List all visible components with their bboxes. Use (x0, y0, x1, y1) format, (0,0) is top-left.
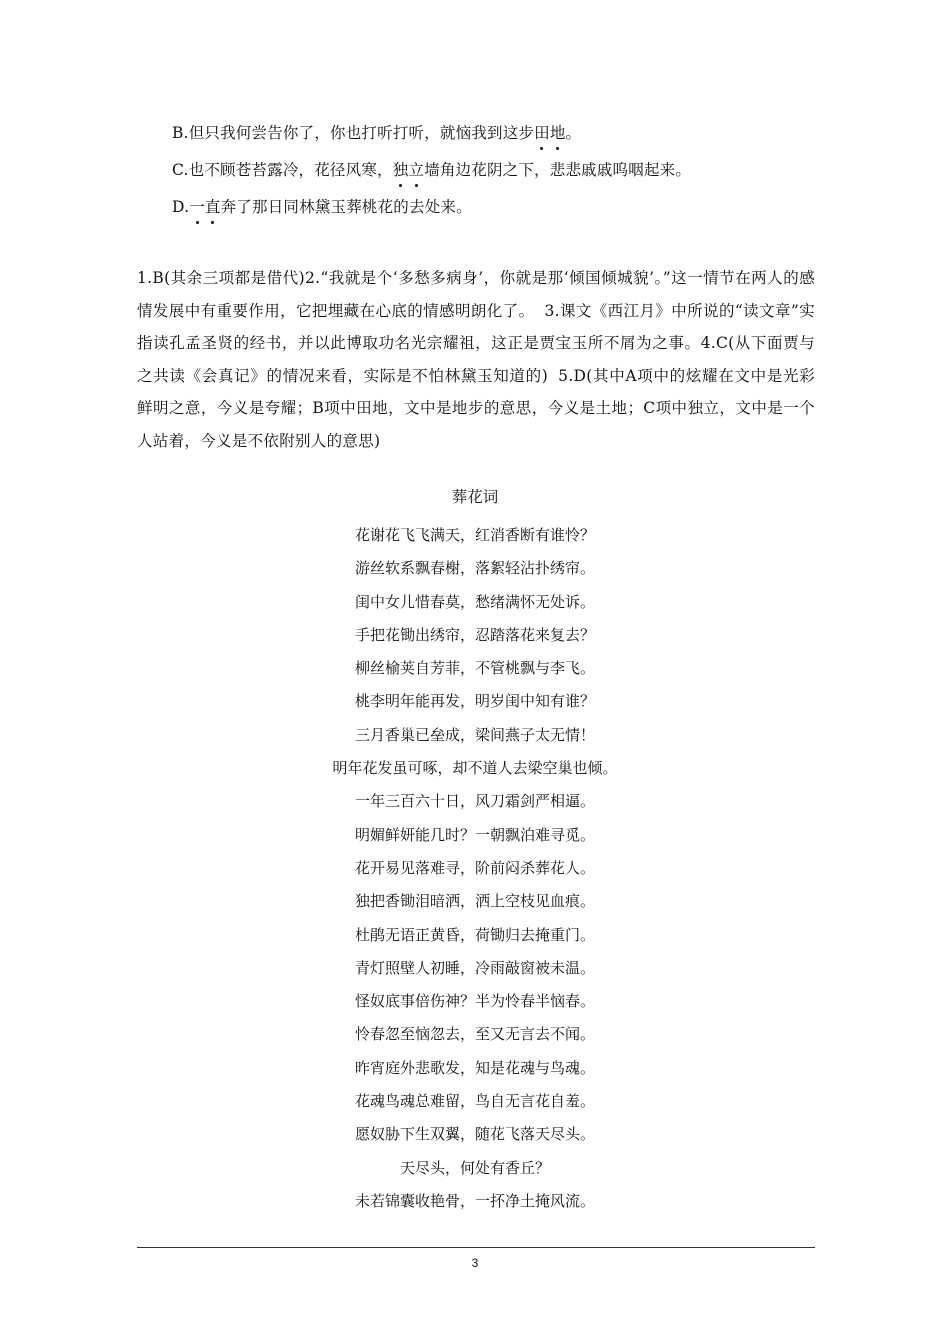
poem-line: 花谢花飞飞满天，红消香断有谁怜？ (354, 526, 595, 544)
option-d (172, 195, 472, 217)
poem-line: 桃李明年能再发，明岁闺中知有谁？ (354, 692, 595, 711)
poem-title: 葬花词 (451, 488, 499, 506)
poem-line: 明年花发虽可啄，却不道人去梁空巢也倾。 (332, 759, 618, 778)
option-c-text-end: 墙角边花阴之下，悲悲戚戚呜咽起来。 (424, 161, 692, 179)
poem-line: 花开易见落难寻，阶前闷杀葬花人。 (354, 858, 595, 877)
poem-line: 青灯照壁人初睡，冷雨敲窗被未温。 (354, 958, 595, 977)
option-c-dotted-char-1: 独 (393, 158, 409, 180)
answer-3: 3.课文《西江月》中所说的“读文章”实指读孔孟圣贤的经书，并以此博取功名光宗耀祖，这正是贾宝玉所不屑为之事。 (137, 301, 815, 352)
option-b (172, 121, 581, 143)
poem-line: 一年三百六十日，风刀霜剑严相逼。 (354, 792, 595, 811)
option-b-dotted-char-2: 地 (550, 121, 566, 143)
poem-line: 手把花锄出绣帘，忍踏落花来复去？ (354, 625, 595, 644)
poem-line: 明媚鲜妍能几时？一朝飘泊难寻觅。 (354, 825, 595, 844)
poem-line: 未若锦囊收艳骨，一抔净土掩风流。 (354, 1191, 595, 1210)
option-d-dotted-char-1: 一 (189, 195, 205, 217)
poem-body (0, 519, 950, 1218)
option-c-text: C.也不顾苍苔露冷，花径风寒， (172, 161, 393, 179)
poem-line: 天尽头，何处有香丘？ (399, 1158, 550, 1177)
poem-line: 游丝软系飘春榭，落絮轻沾扑绣帘。 (354, 559, 595, 578)
poem-line: 柳丝榆荚自芳菲，不管桃飘与李飞。 (354, 659, 595, 678)
poem-line: 怜春忽至恼忽去，至又无言去不闻。 (354, 1025, 595, 1044)
poem-line: 怪奴底事倍伤神？半为怜春半恼春。 (354, 992, 595, 1011)
answer-2: 2.“我就是个‘多愁多病身’，你就是那‘倾国倾城貌’。”这一情节在两人的感情发展中有重要作用，它把埋藏在心底的情感明朗化了。 (137, 269, 815, 320)
answer-1: 1.B(其余三项都是借代) (137, 269, 305, 287)
option-b-dotted-char-1: 田 (534, 121, 550, 143)
answer-5: 5.D(其中A项中的炫耀在文中是光彩鲜明之意，今义是夸耀；B项中田地，文中是地步的意思，今义是土地；C项中独立，文中是一个人站着，今义是不依附别人的意思) (137, 366, 815, 450)
poem-line: 昨宵庭外悲歌发，知是花魂与鸟魂。 (354, 1058, 595, 1077)
option-d-dotted-char-2: 直 (205, 195, 221, 217)
answer-key (137, 262, 815, 457)
option-b-text-end: 。 (565, 124, 582, 142)
option-c (172, 158, 691, 180)
poem-line: 杜鹃无语正黄昏，荷锄归去掩重门。 (354, 925, 595, 944)
option-b-text: B.但只我何尝告你了，你也打听打听，就恼我到这步 (172, 124, 535, 142)
poem-line: 愿奴胁下生双翼，随花飞落天尽头。 (354, 1125, 595, 1144)
footer-divider (137, 1247, 815, 1248)
page-number: 3 (471, 1256, 479, 1270)
option-d-text-end: 奔了那日同林黛玉葬桃花的去处来。 (220, 198, 472, 216)
answer-4: 4.C(从下面贾与之共读《会真记》的情况来看，实际是不怕林黛玉知道的) (137, 334, 815, 385)
poem-line: 花魂鸟魂总难留，鸟自无言花自羞。 (354, 1092, 595, 1111)
poem-line: 三月香巢已垒成，梁间燕子太无情！ (354, 725, 595, 744)
option-c-dotted-char-2: 立 (408, 158, 424, 180)
poem-line: 独把香锄泪暗洒，洒上空枝见血痕。 (354, 892, 595, 911)
option-d-text: D. (172, 198, 190, 216)
poem-line: 闺中女儿惜春莫，愁绪满怀无处诉。 (354, 592, 595, 611)
